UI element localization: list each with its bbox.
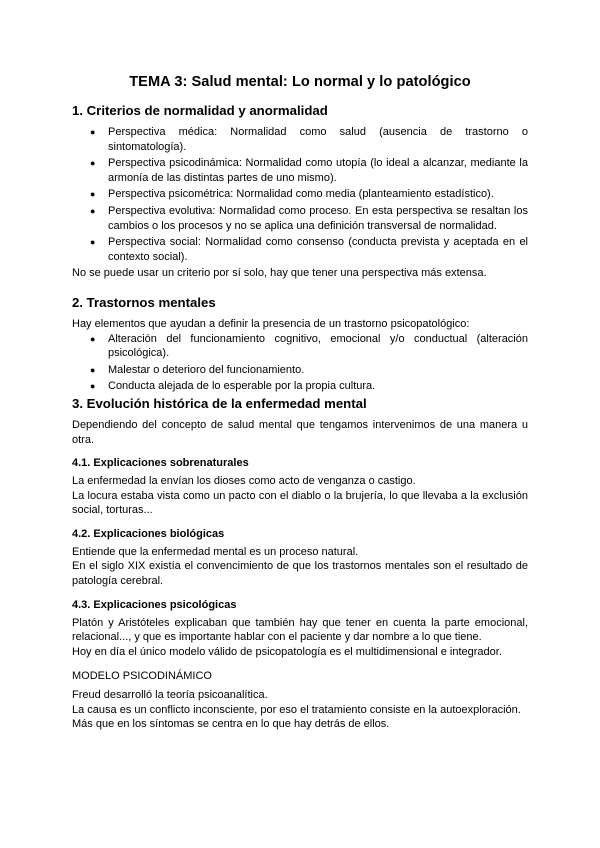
list-item	[90, 187, 528, 202]
list-item	[90, 125, 528, 154]
list-item-text: Alteración del funcionamiento cognitivo, emocional y/o conductual (alteración psicológica).	[108, 332, 528, 360]
bullet-icon: ●	[90, 381, 96, 392]
list-item-text: Perspectiva psicométrica: Normalidad como media (planteamiento estadístico).	[108, 188, 494, 201]
list-item-text: Perspectiva social: Normalidad como consenso (conducta prevista y aceptada en el contexto social).	[108, 236, 528, 263]
list-item	[90, 379, 528, 394]
section-3-heading: 3. Evolución histórica de la enfermedad mental	[72, 395, 367, 411]
bullet-icon: ●	[90, 205, 96, 216]
section-1-list	[72, 125, 528, 264]
list-item-text: Conducta alejada de lo esperable por la propia cultura.	[108, 380, 376, 393]
list-item	[90, 156, 528, 185]
section-2-intro: Hay elementos que ayudan a definir la presencia de un trastorno psicopatológico:	[72, 317, 470, 330]
list-item-text: Perspectiva psicodinámica: Normalidad como utopía (lo ideal a alcanzar, mediante la armonía de las distintas partes de uno mismo).	[108, 157, 528, 184]
subsection-4-1-paragraph-1: La enfermedad la envían los dioses como acto de venganza o castigo.	[72, 475, 416, 488]
bullet-icon: ●	[90, 158, 96, 169]
bullet-icon: ●	[90, 364, 96, 375]
subsection-4-3-heading: 4.3. Explicaciones psicológicas	[72, 598, 237, 611]
subsection-4-2-heading: 4.2. Explicaciones biológicas	[72, 527, 225, 540]
modelo-paragraph-2: La causa es un conflicto inconsciente, por eso el tratamiento consiste en la autoexploración.	[72, 703, 521, 716]
modelo-heading: MODELO PSICODINÁMICO	[72, 670, 212, 683]
subsection-4-1-heading: 4.1. Explicaciones sobrenaturales	[72, 457, 249, 470]
section-2-list	[72, 332, 528, 394]
section-1-closing: No se puede usar un criterio por sí solo, hay que tener una perspectiva más extensa.	[72, 267, 487, 280]
subsection-4-2-paragraph-2: En el siglo XIX existía el convencimiento de que los trastornos mentales son el resultado de patología cerebral.	[72, 560, 528, 588]
list-item	[90, 363, 528, 378]
page-title: TEMA 3: Salud mental: Lo normal y lo patológico	[129, 74, 471, 90]
list-item-text: Malestar o deterioro del funcionamiento.	[108, 363, 305, 376]
list-item-text: Perspectiva evolutiva: Normalidad como proceso. En esta perspectiva se resaltan los cambios o los procesos y no se aplica una definición transversal de normalidad.	[108, 204, 528, 232]
section-1-heading: 1. Criterios de normalidad y anormalidad	[72, 103, 328, 118]
bullet-icon: ●	[90, 127, 96, 137]
section-3-intro: Dependiendo del concepto de salud mental que tengamos intervenimos de una manera u otra.	[72, 418, 528, 446]
bullet-icon: ●	[90, 333, 96, 344]
subsection-4-3-paragraph-2: Hoy en día el único modelo válido de psicopatología es el multidimensional e integrador.	[72, 645, 502, 658]
subsection-4-1-paragraph-2: La locura estaba vista como un pacto con el diablo o la brujería, lo que llevaba a la exclusión social, torturas...	[72, 489, 528, 517]
list-item	[90, 204, 528, 233]
bullet-icon: ●	[90, 189, 96, 200]
subsection-4-3-paragraph-1: Platón y Aristóteles explicaban que también hay que tener en cuenta la parte emocional, relacional..., y que es importante hablar con el paciente y dar nombre a lo que tiene.	[72, 616, 528, 644]
subsection-4-2-paragraph-1: Entiende que la enfermedad mental es un proceso natural.	[72, 545, 359, 558]
document-content	[72, 74, 528, 732]
section-2-heading: 2. Trastornos mentales	[72, 294, 216, 310]
list-item	[90, 332, 528, 361]
modelo-paragraph-1: Freud desarrolló la teoría psicoanalítica.	[72, 689, 268, 702]
list-item-text: Perspectiva médica: Normalidad como salud (ausencia de trastorno o sintomatología).	[108, 126, 528, 153]
bullet-icon: ●	[90, 237, 96, 248]
modelo-paragraph-3: Más que en los síntomas se centra en lo que hay detrás de ellos.	[72, 718, 390, 731]
list-item	[90, 235, 528, 264]
